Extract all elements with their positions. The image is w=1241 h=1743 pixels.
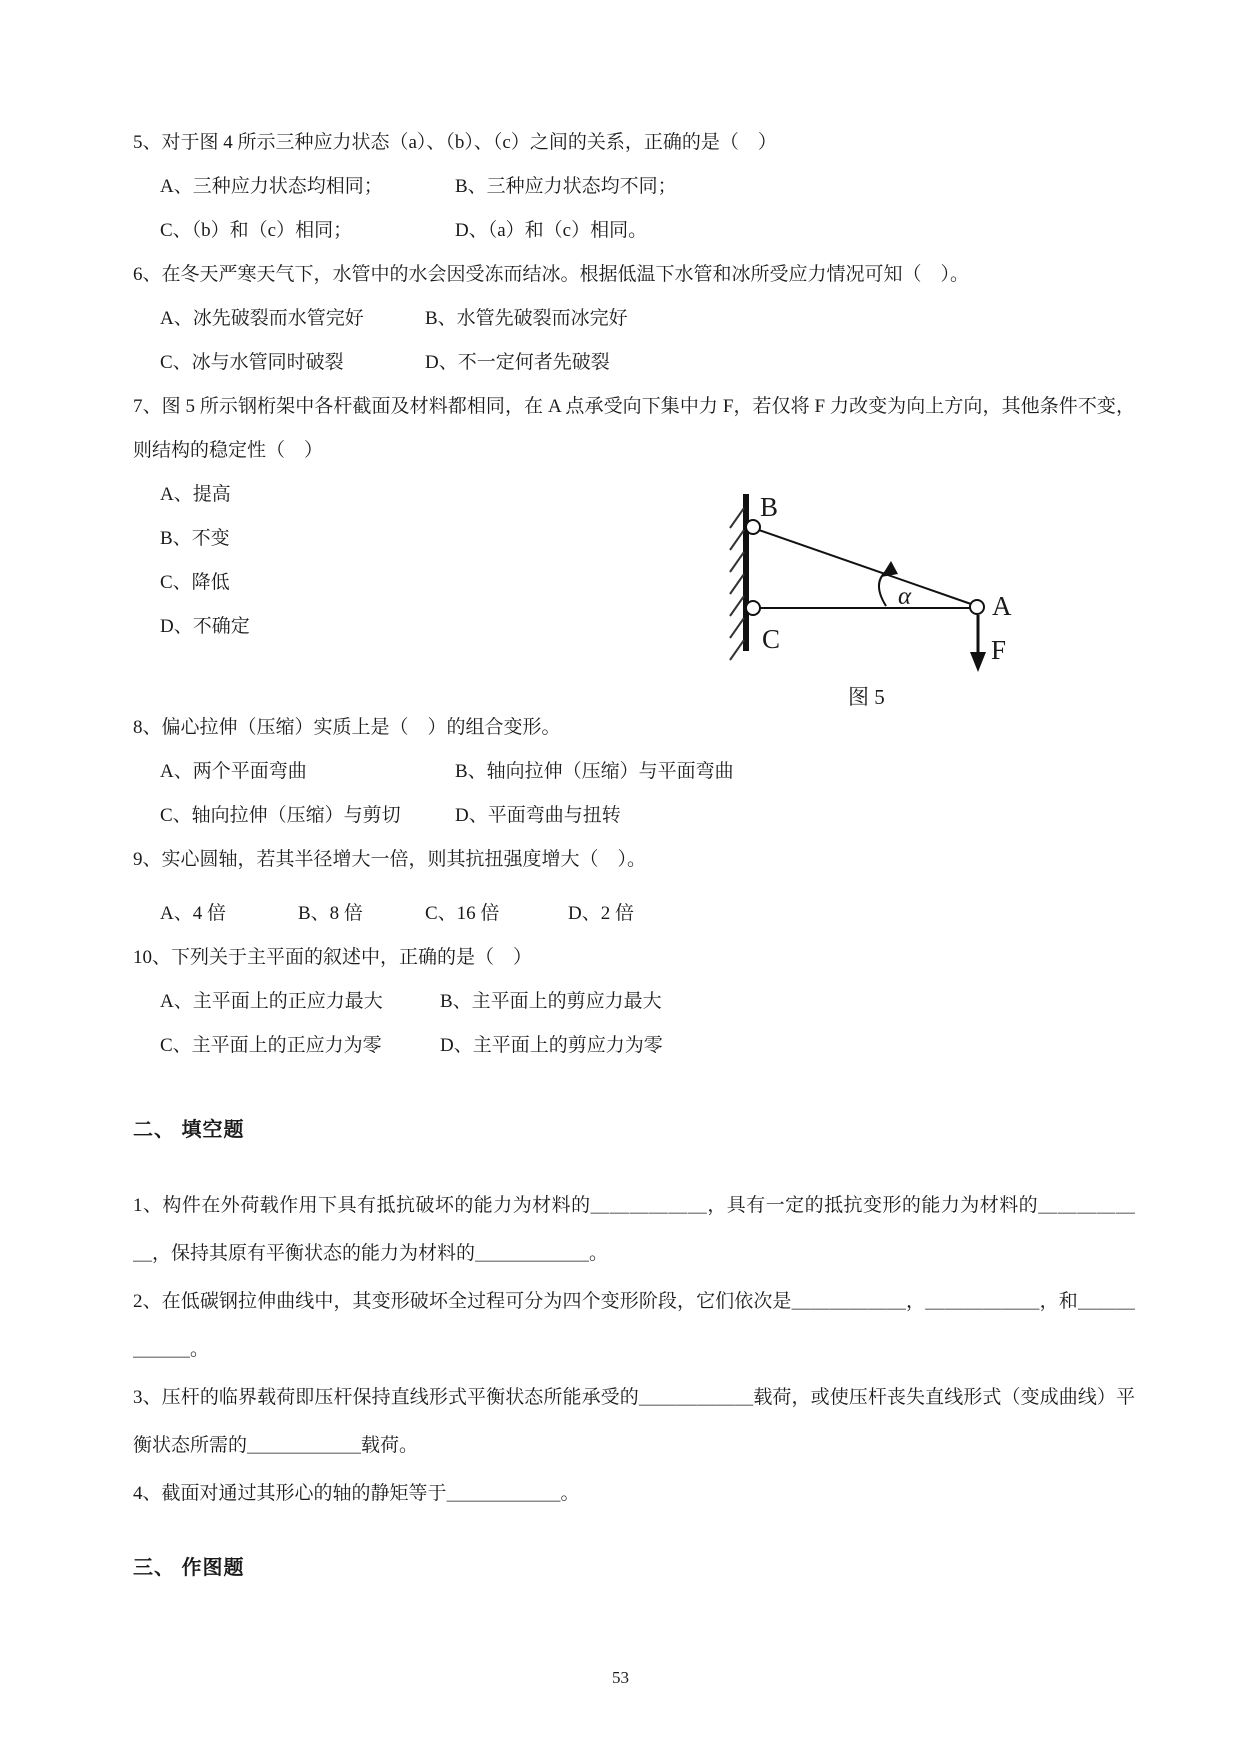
member-BA [759,530,971,604]
question-5-text: 5、对于图 4 所示三种应力状态（a）、（b）、（c）之间的关系，正确的是（ ） [133,132,777,153]
figure-label-C: C [762,624,781,654]
question-9-option-d: D、2 倍 [568,903,634,924]
question-6-option-a: A、冰先破裂而水管完好 [160,308,364,329]
truss-diagram [640,478,1060,728]
question-7-option-b: B、不变 [160,528,230,549]
question-7-option-d: D、不确定 [160,616,250,637]
figure-caption: 图 5 [848,685,885,709]
question-5-options-row-2 [160,209,1135,253]
joint-A [970,600,984,614]
section-fill-in-header: 二、 填空题 [133,1119,245,1141]
question-6-option-d: D、不一定何者先破裂 [425,352,610,373]
question-8-option-a: A、两个平面弯曲 [160,761,307,782]
question-9-options-row [160,892,1135,936]
question-5-option-c: C、（b）和（c）相同； [160,220,353,241]
question-6-options-row-1 [160,297,1135,341]
figure-5 [640,478,1060,728]
question-6-option-b: B、水管先破裂而冰完好 [425,308,628,329]
question-5-options-row-1 [160,165,1135,209]
figure-label-B: B [760,492,779,522]
fill-question-1: 1、构件在外荷载作用下具有抵抗破坏的能力为材料的＿＿＿＿＿＿，具有一定的抵抗变形的能力为材料的＿＿＿＿＿＿，保持其原有平衡状态的能力为材料的＿＿＿＿＿＿。 [133,1195,1135,1264]
question-10 [133,936,1135,1068]
page-number: 53 [612,1668,629,1687]
question-10-option-b: B、主平面上的剪应力最大 [440,991,662,1012]
question-9-text: 9、实心圆轴，若其半径增大一倍，则其抗扭强度增大（ ）。 [133,849,647,870]
question-10-options-row-2 [160,1024,1135,1068]
joint-C [746,601,760,615]
wall-hatching [730,508,744,660]
question-7-option-c: C、降低 [160,572,230,593]
question-8-options-row-1 [160,750,1135,794]
question-10-options-row-1 [160,980,1135,1024]
question-6-text: 6、在冬天严寒天气下，水管中的水会因受冻而结冰。根据低温下水管和冰所受应力情况可知（ ）。 [133,264,970,285]
question-10-text: 10、下列关于主平面的叙述中，正确的是（ ） [133,947,533,968]
question-5-option-a: A、三种应力状态均相同； [160,176,383,197]
question-8-text: 8、偏心拉伸（压缩）实质上是（ ）的组合变形。 [133,717,561,738]
fill-question-2: 2、在低碳钢拉伸曲线中，其变形破坏全过程可分为四个变形阶段，它们依次是＿＿＿＿＿＿，＿＿＿＿＿＿，和＿＿＿＿＿＿。 [133,1291,1135,1360]
question-6-options-row-2 [160,341,1135,385]
joint-B [746,520,760,534]
question-5 [133,121,1135,253]
question-10-option-c: C、主平面上的正应力为零 [160,1035,382,1056]
figure-label-alpha: α [898,583,912,610]
exam-content [133,121,1135,1620]
question-5-option-d: D、（a）和（c）相同。 [455,220,648,241]
question-5-option-b: B、三种应力状态均不同； [455,176,677,197]
fill-question-3: 3、压杆的临界载荷即压杆保持直线形式平衡状态所能承受的＿＿＿＿＿＿载荷，或使压杆丧失直线形式（变成曲线）平衡状态所需的＿＿＿＿＿＿载荷。 [133,1387,1135,1456]
figure-label-F: F [991,635,1007,665]
question-8-options-row-2 [160,794,1135,838]
question-6-option-c: C、冰与水管同时破裂 [160,352,344,373]
question-7-option-a: A、提高 [160,484,231,505]
question-10-option-a: A、主平面上的正应力最大 [160,991,383,1012]
question-10-option-d: D、主平面上的剪应力为零 [440,1035,663,1056]
question-9 [133,838,1135,936]
fill-question-4: 4、截面对通过其形心的轴的静矩等于＿＿＿＿＿＿。 [133,1483,580,1504]
question-9-option-c: C、16 倍 [425,903,500,924]
question-7-text: 7、图 5 所示钢桁架中各杆截面及材料都相同，在 A 点承受向下集中力 F，若仅将 F 力改变为向上方向，其他条件不变，则结构的稳定性（ ） [133,396,1135,461]
question-6 [133,253,1135,385]
angle-arc-arrowhead-icon [881,561,898,577]
force-arrowhead-icon [970,652,986,672]
question-9-option-a: A、4 倍 [160,903,226,924]
question-9-option-b: B、8 倍 [298,903,363,924]
question-8-option-c: C、轴向拉伸（压缩）与剪切 [160,805,401,826]
question-8-option-b: B、轴向拉伸（压缩）与平面弯曲 [455,761,734,782]
figure-label-A: A [992,591,1012,621]
section-drawing-header: 三、 作图题 [133,1557,245,1579]
question-8-option-d: D、平面弯曲与扭转 [455,805,621,826]
